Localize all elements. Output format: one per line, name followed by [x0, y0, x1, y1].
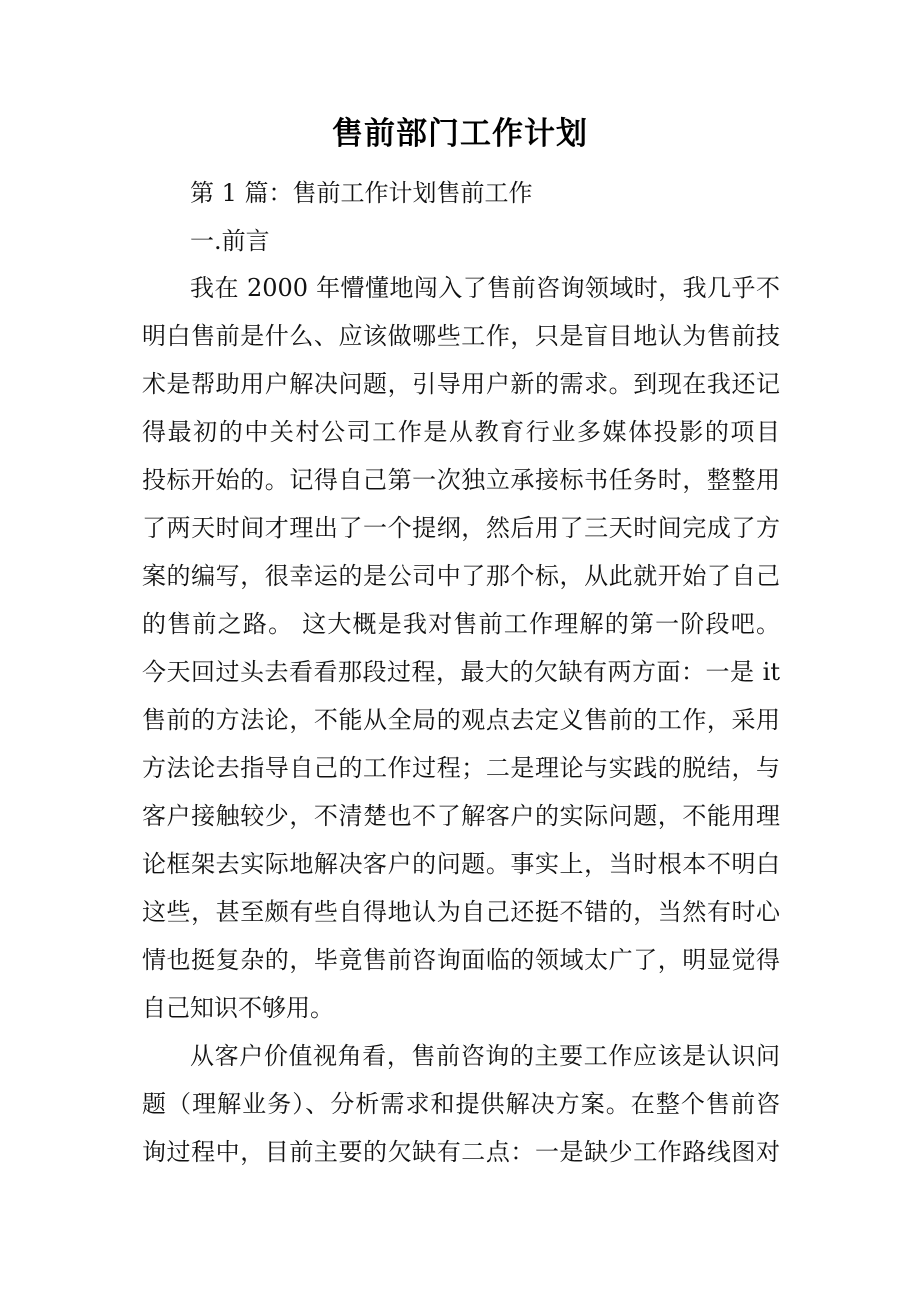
paragraph-2-line-1: 从客户价值视角看，售前咨询的主要工作应该是认识问 [190, 1042, 780, 1070]
chapter-heading: 第 1 篇：售前工作计划售前工作 [190, 179, 533, 207]
paragraph-1-line-13: 论框架去实际地解决客户的问题。事实上，当时根本不明白 [142, 850, 780, 878]
paragraph-1-line-6: 了两天时间才理出了一个提纲，然后用了三天时间完成了方 [142, 514, 780, 542]
paragraph-1-line-12: 客户接触较少，不清楚也不了解客户的实际问题，不能用理 [142, 802, 780, 830]
paragraph-1-line-2: 明白售前是什么、应该做哪些工作，只是盲目地认为售前技 [142, 322, 780, 350]
paragraph-1-line-8: 的售前之路。 这大概是我对售前工作理解的第一阶段吧。 [142, 610, 780, 638]
paragraph-1-line-11: 方法论去指导自己的工作过程；二是理论与实践的脱结，与 [142, 754, 780, 782]
paragraph-1-line-1: 我在 2000 年懵懂地闯入了售前咨询领域时，我几乎不 [190, 274, 780, 302]
paragraph-1-line-3: 术是帮助用户解决问题，引导用户新的需求。到现在我还记 [142, 370, 780, 398]
paragraph-1-line-4: 得最初的中关村公司工作是从教育行业多媒体投影的项目 [142, 418, 780, 446]
paragraph-1-line-9: 今天回过头去看看那段过程，最大的欠缺有两方面：一是 it [142, 658, 780, 686]
paragraph-2-line-2: 题（理解业务）、分析需求和提供解决方案。在整个售前咨 [142, 1090, 780, 1118]
paragraph-2-line-3: 询过程中，目前主要的欠缺有二点：一是缺少工作路线图对 [142, 1138, 780, 1166]
paragraph-1-line-16: 自己知识不够用。 [142, 994, 334, 1022]
paragraph-1-line-15: 情也挺复杂的，毕竟售前咨询面临的领域太广了，明显觉得 [142, 946, 780, 974]
paragraph-1-line-5: 投标开始的。记得自己第一次独立承接标书任务时，整整用 [142, 466, 780, 494]
document-title: 售前部门工作计划 [332, 116, 588, 152]
section-heading: 一.前言 [190, 227, 270, 255]
paragraph-1-line-14: 这些，甚至颇有些自得地认为自己还挺不错的，当然有时心 [142, 898, 780, 926]
paragraph-1-line-7: 案的编写，很幸运的是公司中了那个标，从此就开始了自己 [142, 562, 780, 590]
paragraph-1-line-10: 售前的方法论，不能从全局的观点去定义售前的工作，采用 [142, 706, 780, 734]
